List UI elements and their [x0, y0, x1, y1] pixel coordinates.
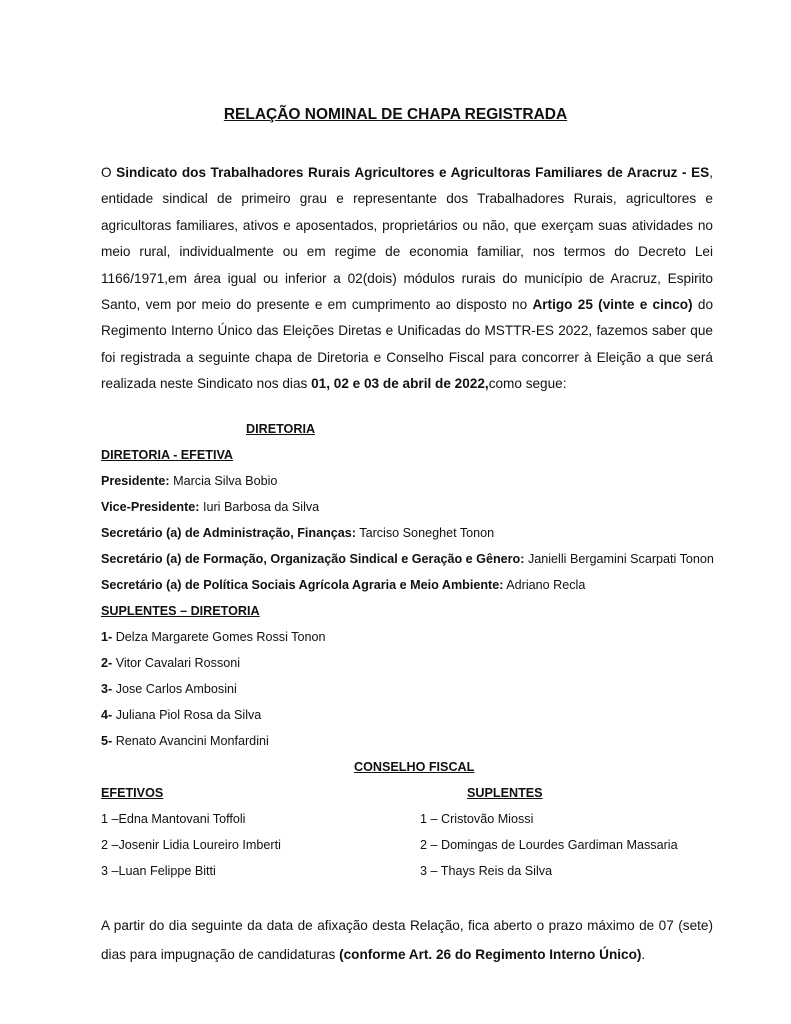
- member-name: Adriano Recla: [503, 578, 586, 592]
- member-role: Secretário (a) de Formação, Organização Sindical e Geração e Gênero:: [101, 552, 525, 566]
- suplentes-cf-heading: SUPLENTES: [467, 786, 543, 800]
- member-name: Delza Margarete Gomes Rossi Tonon: [112, 630, 326, 644]
- member-number: 5-: [101, 734, 113, 748]
- member-role: Secretário (a) de Política Sociais Agrícola Agraria e Meio Ambiente:: [101, 578, 504, 592]
- member-name: Jose Carlos Ambosini: [112, 682, 237, 696]
- intro-text: do Regimento Interno Único das Eleições Diretas e Unificadas do MSTTR-ES 2022, fazemos saber que foi registrada a seguinte chapa de Diretoria e Conselho Fiscal para concorrer à Eleição a que será realizada neste Sindicato nos dias: [101, 297, 714, 392]
- member-role: Presidente:: [101, 474, 170, 488]
- member-number: 4-: [101, 708, 113, 722]
- efetiva-member: [101, 526, 494, 540]
- member-name: Iuri Barbosa da Silva: [199, 500, 320, 514]
- suplentes-heading: SUPLENTES – DIRETORIA: [101, 604, 260, 618]
- union-name: Sindicato dos Trabalhadores Rurais Agricultores e Agricultoras Familiares de Aracruz - ES: [116, 165, 710, 180]
- suplente-member: [101, 656, 240, 670]
- election-dates: 01, 02 e 03 de abril de 2022,: [311, 376, 489, 392]
- member-number: 3-: [101, 682, 113, 696]
- member-name: Vitor Cavalari Rossoni: [112, 656, 241, 670]
- page-title: RELAÇÃO NOMINAL DE CHAPA REGISTRADA: [223, 106, 568, 123]
- intro-paragraph: [101, 160, 713, 398]
- intro-text: O: [101, 165, 117, 180]
- article-reference: Artigo 25 (vinte e cinco): [532, 297, 693, 313]
- suplente-cf-member: 3 – Thays Reis da Silva: [420, 864, 553, 878]
- member-role: Secretário (a) de Administração, Finanças:: [101, 526, 356, 540]
- member-role: Vice-Presidente:: [101, 500, 200, 514]
- suplente-cf-member: 1 – Cristovão Miossi: [420, 812, 534, 826]
- efetiva-member: [101, 500, 319, 514]
- efetivos-heading: EFETIVOS: [101, 786, 164, 800]
- member-number: 1-: [101, 630, 113, 644]
- closing-paragraph: [101, 911, 713, 969]
- regulation-reference: (conforme Art. 26 do Regimento Interno Único): [339, 947, 642, 962]
- suplente-member: [101, 630, 325, 644]
- member-name: Janielli Bergamini Scarpati Tonon: [524, 552, 714, 566]
- member-name: Renato Avancini Monfardini: [112, 734, 269, 748]
- member-name: Tarciso Soneghet Tonon: [356, 526, 495, 540]
- closing-text: .: [641, 947, 646, 962]
- member-number: 2-: [101, 656, 113, 670]
- efetiva-member: [101, 552, 714, 566]
- efetivo-member: 3 –Luan Felippe Bitti: [101, 864, 216, 878]
- efetiva-heading: DIRETORIA - EFETIVA: [101, 448, 234, 462]
- suplente-member: [101, 734, 269, 748]
- member-name: Marcia Silva Bobio: [169, 474, 278, 488]
- intro-text: como segue:: [488, 376, 567, 392]
- suplente-member: [101, 682, 237, 696]
- efetiva-member: [101, 578, 585, 592]
- closing-text: A partir do dia seguinte da data de afixação desta Relação, fica aberto o prazo máximo de 07 (sete) dias para impugnação de candidaturas: [101, 918, 713, 962]
- efetiva-member: [101, 474, 277, 488]
- suplente-cf-member: 2 – Domingas de Lourdes Gardiman Massaria: [420, 838, 678, 852]
- intro-text: , entidade sindical de primeiro grau e representante dos Trabalhadores Rurais, agricultores e agricultoras familiares, ativos e aposentados, proprietários ou não, que exerçam suas atividades no meio rural, individualmente ou em regime de economia familiar, nos termos do Decreto Lei 1166/1971,em área igual ou inferior a 02(dois) módulos rurais do município de Aracruz, Espirito Santo, vem por meio do presente e em cumprimento ao disposto no: [101, 165, 714, 313]
- suplente-member: [101, 708, 261, 722]
- member-name: Juliana Piol Rosa da Silva: [112, 708, 262, 722]
- conselho-fiscal-heading: CONSELHO FISCAL: [354, 760, 475, 774]
- efetivo-member: 2 –Josenir Lidia Loureiro Imberti: [101, 838, 281, 852]
- efetivo-member: 1 –Edna Mantovani Toffoli: [101, 812, 246, 826]
- diretoria-heading: DIRETORIA: [246, 422, 316, 436]
